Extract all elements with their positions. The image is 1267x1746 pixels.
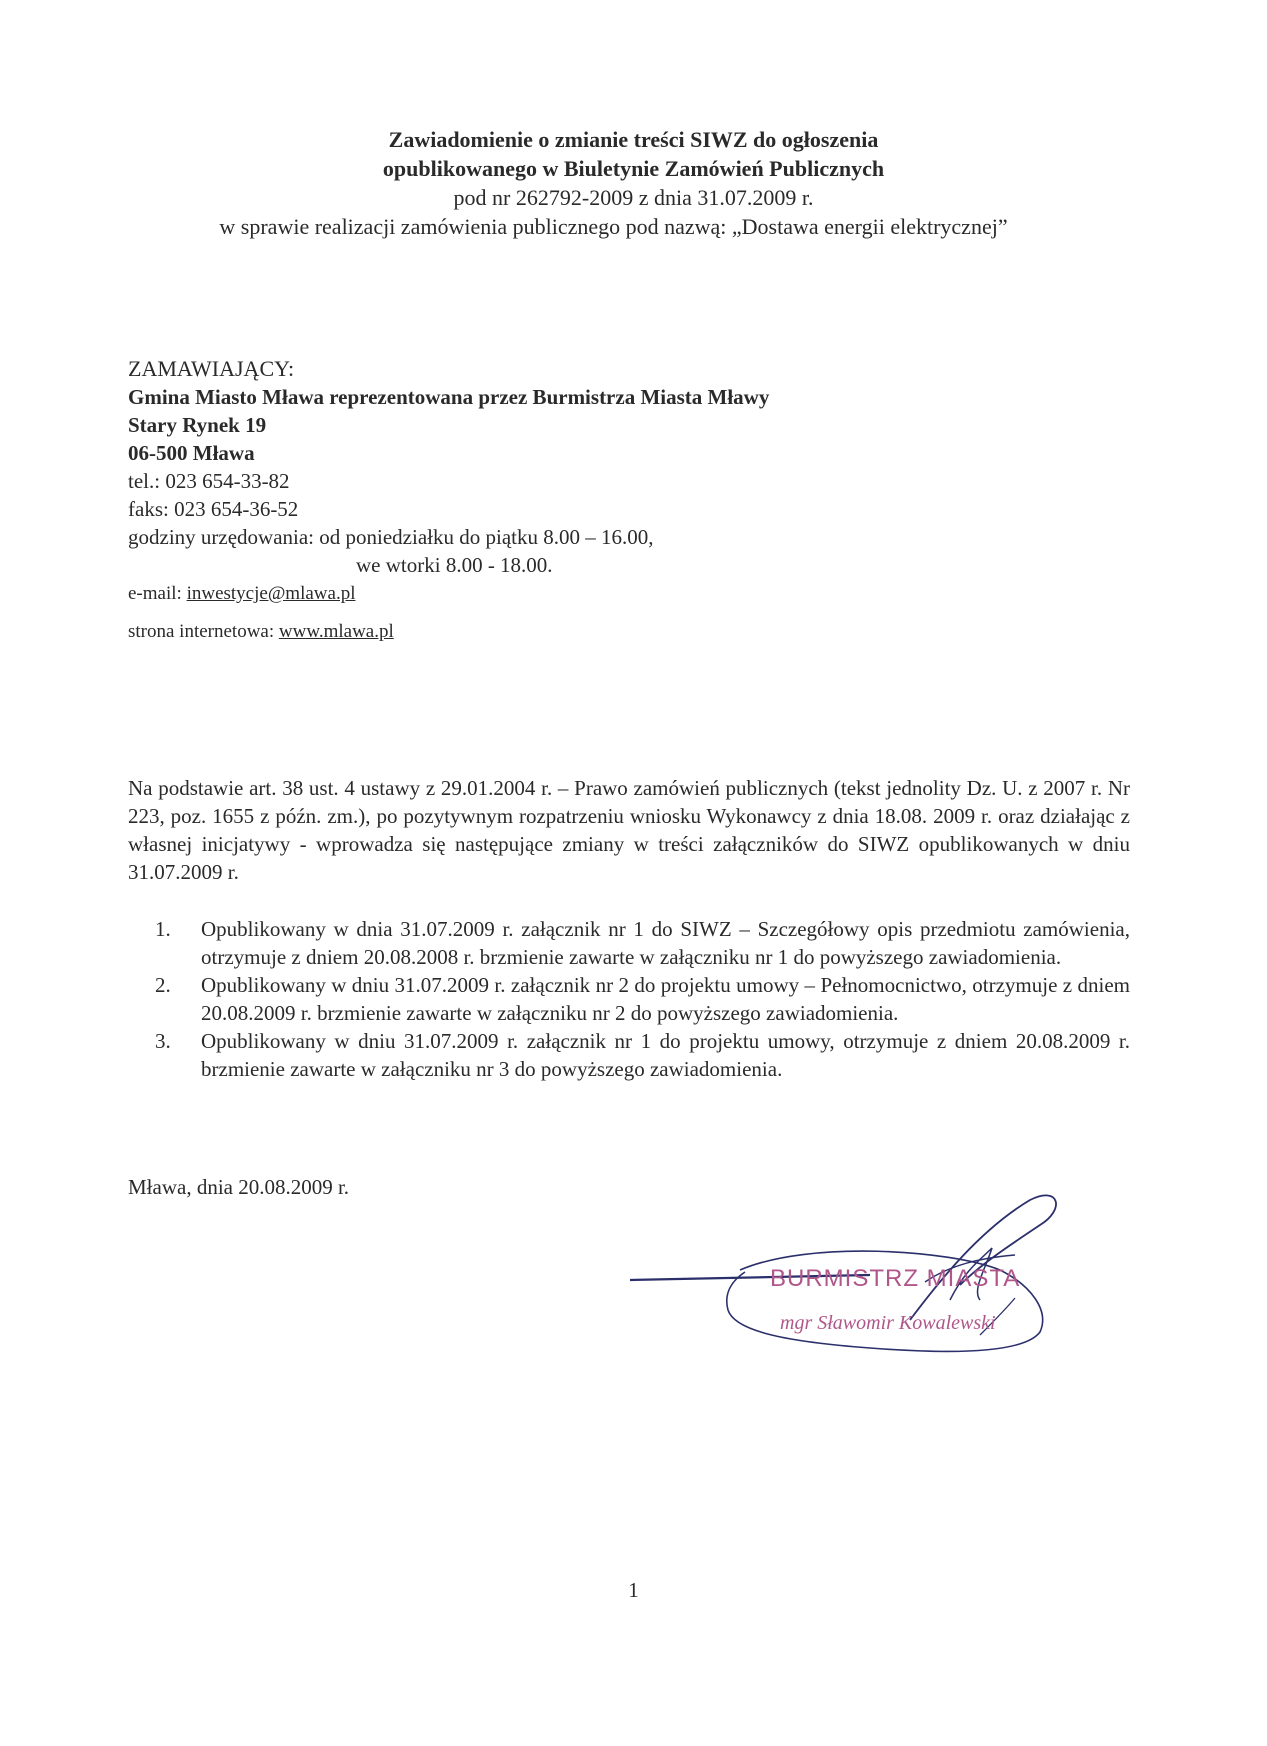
stamp-title: BURMISTRZ MIASTA [770,1265,1021,1292]
signature-stamp [620,1170,1070,1370]
reference-line: pod nr 262792-2009 z dnia 31.07.2009 r. [453,185,814,210]
list-item-number: 3. [155,1029,171,1053]
list-item [155,971,1130,1027]
orderer-fax: faks: 023 654-36-52 [128,497,299,521]
stamp-name: mgr Sławomir Kowalewski [780,1312,996,1334]
website-label: strona internetowa: [128,621,279,642]
list-item-number: 2. [155,973,171,997]
email-row [128,579,769,609]
office-hours-weekdays: godziny urzędowania: od poniedziałku do piątku 8.00 – 16.00, [128,525,654,549]
page-number: 1 [628,1578,639,1602]
subject-line: w sprawie realizacji zamówienia publicznego pod nazwą: „Dostawa energii elektrycznej” [219,214,1008,239]
orderer-tel: tel.: 023 654-33-82 [128,469,290,493]
list-item [155,915,1130,971]
list-item-text: Opublikowany w dniu 31.07.2009 r. załącznik nr 1 do projektu umowy, otrzymuje z dniem 20.08.2009 r. brzmienie zawarte w załączniku nr 3 do powyższego zawiadomienia. [201,1029,1130,1081]
website-link[interactable]: www.mlawa.pl [278,621,394,642]
orderer-street: Stary Rynek 19 [128,413,267,437]
orderer-city: 06-500 Mława [128,441,255,465]
document-title-line-2: opublikowanego w Biuletynie Zamówień Publicznych [382,156,885,181]
place-and-date: Mława, dnia 20.08.2009 r. [128,1175,350,1199]
document-header [0,125,1267,241]
legal-basis-paragraph: Na podstawie art. 38 ust. 4 ustawy z 29.01.2004 r. – Prawo zamówień publicznych (tekst jednolity Dz. U. z 2007 r. Nr 223, poz. 1655 z późn. zm.), po pozytywnym rozpatrzeniu wniosku Wykonawcy z dnia 18.08. 2009 r. oraz działając z własnej inicjatywy - wprowadza się następujące zmiany w treści załączników do SIWZ opublikowanych w dniu 31.07.2009 r. [128,776,1130,884]
document-title-line-1: Zawiadomienie o zmianie treści SIWZ do ogłoszenia [388,127,879,152]
email-link[interactable]: inwestycje@mlawa.pl [186,583,356,604]
office-hours-tuesday: we wtorki 8.00 - 18.00. [356,553,553,577]
list-item-text: Opublikowany w dniu 31.07.2009 r. załącznik nr 2 do projektu umowy – Pełnomocnictwo, otrzymuje z dniem 20.08.2009 r. brzmienie zawarte w załączniku nr 2 do powyższego zawiadomienia. [201,973,1130,1025]
list-item [155,1027,1130,1083]
changes-list [155,915,1130,1083]
orderer-label: ZAMAWIAJĄCY: [128,356,295,381]
list-item-text: Opublikowany w dnia 31.07.2009 r. załącznik nr 1 do SIWZ – Szczegółowy opis przedmiotu zamówienia, otrzymuje z dniem 20.08.2008 r. brzmienie zawarte w załączniku nr 1 do powyższego zawiadomienia. [201,917,1130,969]
orderer-name: Gmina Miasto Mława reprezentowana przez Burmistrza Miasta Mławy [128,385,770,409]
email-label: e-mail: [128,583,187,604]
list-item-number: 1. [155,917,171,941]
website-row [128,617,769,647]
orderer-block [128,355,769,647]
